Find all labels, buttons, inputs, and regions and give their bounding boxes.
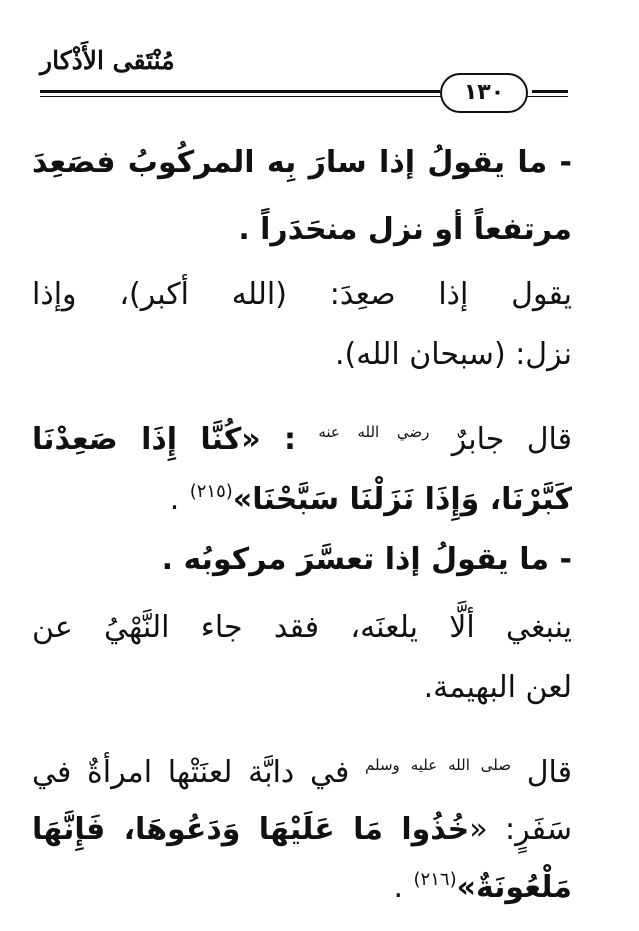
travel-text: سَفَرٍ: « [469,812,572,847]
paragraph-2-line-1 [32,412,572,460]
full-stop-2: . [393,870,404,905]
section-heading-2: - ما يقولُ إذا تعسَّرَ مركوبُه . [161,542,572,577]
honorific-ligature-salawat: صلى الله عليه وسلم [365,756,511,774]
running-header-title: مُنْتَقى الأَذْكار [40,46,175,75]
footnote-ref-215: (٢١٥) [189,481,233,502]
section-heading-1-line-1: - ما يقولُ إذا سارَ بِه المركُوبُ فصَعِدَ [32,145,572,180]
paragraph-4-line-1 [32,745,572,793]
hadith-2-quote-start: خُذُوا مَا عَلَيْهَا وَدَعُوهَا، فَإِنَّهَا [32,812,470,847]
hadith-quote-end: كَبَّرْنَا، وَإِذَا نَزَلْنَا سَبَّحْنَا» [232,482,572,517]
section-heading-1-line-2: مرتفعاً أو نزل منحَدَراً . [238,212,572,247]
honorific-ligature: رضي الله عنه [318,423,430,441]
hadith-2-quote-end: مَلْعُونَةٌ» [456,870,572,905]
paragraph-1-line-1: يقول إذا صعِدَ: (الله أكبر)، وإذا [32,277,572,312]
context-text: في دابَّة لعنَتْها امرأةٌ في [32,755,350,790]
header-rule-right [532,90,568,93]
header-rule-left [40,90,440,93]
prophet-said-text: قال [526,755,572,790]
paragraph-3-line-1: ينبغي ألَّا يلعنَه، فقد جاء النَّهْيُ عن [32,610,572,645]
full-stop: . [169,482,180,517]
paragraph-3-line-2: لعن البهيمة. [423,670,572,705]
hadith-quote-start: : «كُنَّا إِذَا صَعِدْنَا [32,422,296,457]
paragraph-1-line-2: نزل: (سبحان الله). [334,337,572,372]
page-number: ١٣٠ [440,73,528,113]
narrator-text: قال جابرٌ [451,422,572,457]
paragraph-4-line-3 [32,860,572,908]
paragraph-4-line-2 [32,810,572,850]
paragraph-2-line-2 [32,472,572,520]
footnote-ref-216: (٢١٦) [413,869,457,890]
